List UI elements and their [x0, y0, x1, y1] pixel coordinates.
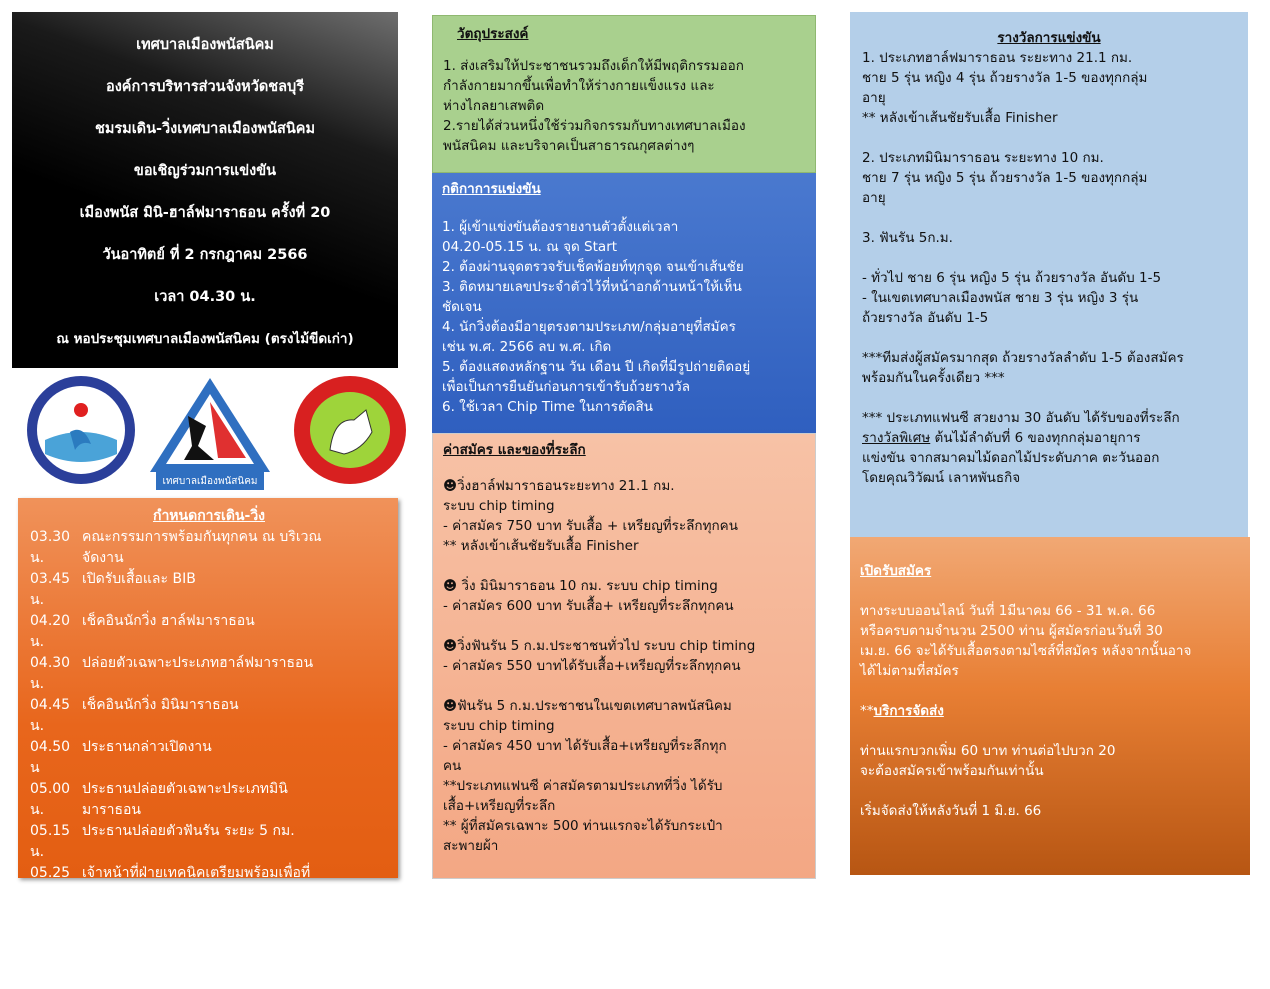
- objectives-panel: [432, 15, 816, 173]
- schedule-text: เจ้าหน้าที่ฝ่ายเทคนิคเตรียมพร้อมเพื่อที่ จะเช็คผู้แข่งขันของทุกกลุ่มอายุ: [82, 865, 311, 902]
- schedule-time: 04.20 น.: [30, 613, 71, 650]
- schedule-time: 04.30 น.: [30, 655, 71, 692]
- schedule-text: เปิดรับเสื้อและ BIB: [82, 571, 196, 587]
- pao-chonburi-logo: [25, 374, 137, 486]
- objectives-title: วัตถุประสงค์: [457, 26, 529, 42]
- schedule-time: 03.45 น.: [30, 571, 71, 608]
- schedule-list: [30, 527, 388, 989]
- registration-body: ทางระบบออนไลน์ วันที่ 1มีนาคม 66 - 31 พ.ค. 66 หรือครบตามจำนวน 2500 ท่าน ผู้สมัครก่อนวันที่ 30 เม.ย. 66 จะได้รับเสื้อตรงตามไซส์ที่สมัคร หลังจากนั้นอาจ ได้ไม่ตามที่สมัคร: [860, 603, 1192, 679]
- schedule-text: ประธานปล่อยตัวเฉพาะประเภทมินิ มาราธอน: [82, 781, 288, 818]
- header-line: ชมรมเดิน-วิ่งเทศบาลเมืองพนัสนิคม: [94, 121, 315, 137]
- schedule-text: เช็คอินนักวิ่ง มินิมาราธอน: [82, 697, 239, 713]
- event-date: วันอาทิตย์ ที่ 2 กรกฎาคม 2566: [102, 247, 308, 263]
- schedule-item: [30, 737, 388, 779]
- special-award-text: ต้นไม้ลำดับที่ 6 ของทุกกลุ่มอายุการ แข่งขัน จากสมาคมไม้ดอกไม้ประดับภาค ตะวันออก โดยคุณวิวัฒน์ เลาหพันธกิจ: [862, 430, 1160, 486]
- rules-body: 1. ผู้เข้าแข่งขันต้องรายงานตัวตั้งแต่เวลา 04.20-05.15 น. ณ จุด Start 2. ต้องผ่านจุดตรวจรับเช็คพ้อยท์ทุกจุด จนเข้าเส้นชัย 3. ติดหมายเลขประจำตัวไว้ที่หน้าอกด้านหน้าให้เห็น ชัดเจน 4. นักวิ่งต้องมีอายุตรงตามประเภท/กลุ่มอายุที่สมัคร เช่น พ.ศ. 2566 ลบ พ.ศ. เกิด 5. ต้องแสดงหลักฐาน วัน เดือน ปี เกิดที่มีรูปถ่ายติดอยู่ เพื่อเป็นการยืนยันก่อนการเข้ารับถ้วยรางวัล 6. ใช้เวลา Chip Time ในการตัดสิน: [442, 219, 751, 415]
- awards-panel: [850, 12, 1248, 537]
- event-header-panel: [12, 12, 398, 368]
- schedule-time: 05.15 น.: [30, 823, 71, 860]
- schedule-time: 04.45 น.: [30, 697, 71, 734]
- schedule-time: 05.00 น.: [30, 781, 71, 818]
- schedule-text: นักวิ่งทุกระยะทาง อันดับ 1-5 รายงานตัว: [82, 907, 255, 944]
- schedule-item: [30, 527, 388, 569]
- event-time: เวลา 04.30 น.: [154, 289, 256, 305]
- rules-panel: [432, 173, 816, 433]
- delivery-body: ท่านแรกบวกเพิ่ม 60 บาท ท่านต่อไปบวก 20 จะต้องสมัครเข้าพร้อมกันเท่านั้น เริ่มจัดส่งให้หลังวันที่ 1 มิ.ย. 66: [860, 743, 1116, 819]
- delivery-title: บริการจัดส่ง: [873, 703, 944, 719]
- schedule-text: เช็คอินนักวิ่ง ฮาล์ฟมาราธอน: [82, 613, 255, 629]
- rules-title: กติกาการแข่งขัน: [442, 181, 541, 197]
- schedule-item: [30, 905, 388, 947]
- schedule-time: 06.30 น.: [30, 949, 71, 986]
- schedule-item: [30, 653, 388, 695]
- schedule-time: 06.00 น.: [30, 907, 71, 944]
- schedule-text: ประธานปล่อยตัวฟันรัน ระยะ 5 กม.: [82, 823, 295, 839]
- schedule-item: [30, 947, 388, 989]
- schedule-time: 04.50 น: [30, 739, 71, 776]
- event-venue: ณ หอประชุมเทศบาลเมืองพนัสนิคม (ตรงไม้ขีดเก่า): [56, 331, 354, 347]
- phanat-nikhom-logo: [292, 374, 408, 486]
- schedule-item: [30, 863, 388, 905]
- awards-body: 1. ประเภทฮาล์ฟมาราธอน ระยะทาง 21.1 กม. ชาย 5 รุ่น หญิง 4 รุ่น ถ้วยรางวัล 1-5 ของทุกกลุ่ม อายุ ** หลังเข้าเส้นชัยรับเสื้อ Finisher 2. ประเภทมินิมาราธอน ระยะทาง 10 กม. ชาย 7 รุ่น หญิง 5 รุ่น ถ้วยรางวัล 1-5 ของทุกกลุ่ม อายุ 3. ฟันรัน 5ก.ม. - ทั่วไป ชาย 6 รุ่น หญิง 5 รุ่น ถ้วยรางวัล อันดับ 1-5 - ในเขตเทศบาลเมืองพนัส ชาย 3 รุ่น หญิง 3 รุ่น ถ้วยรางวัล อันดับ 1-5 ***ทีมส่งผู้สมัครมากสุด ถ้วยรางวัลลำดับ 1-5 ต้องสมัคร พร้อมกันในครั้งเดียว *** *** ประเภทแฟนซี สวยงาม 30 อันดับ ได้รับของที่ระลึก: [862, 50, 1184, 426]
- fees-title: ค่าสมัคร และของที่ระลึก: [443, 442, 586, 458]
- fees-body: ☻วิ่งฮาล์ฟมาราธอนระยะทาง 21.1 กม. ระบบ chip timing - ค่าสมัคร 750 บาท รับเสื้อ + เหรียญที่ระลึกทุกคน ** หลังเข้าเส้นชัยรับเสื้อ Finisher ☻ วิ่ง มินิมาราธอน 10 กม. ระบบ chip timing - ค่าสมัคร 600 บาท รับเสื้อ+ เหรียญที่ระลึกทุกคน ☻วิ่งฟันรัน 5 ก.ม.ประชาชนทั่วไป ระบบ chip timing - ค่าสมัคร 550 บาทได้รับเสื้อ+เหรียญที่ระลึกทุกคน ☻ฟันรัน 5 ก.ม.ประชาชนในเขตเทศบาลพนัสนิคม ระบบ chip timing - ค่าสมัคร 450 บาท ได้รับเสื้อ+เหรียญที่ระลึกทุก คน **ประเภทแฟนซี ค่าสมัครตามประเภทที่วิ่ง ได้รับ เสื้อ+เหรียญที่ระลึก ** ผู้ที่สมัครเฉพาะ 500 ท่านแรกจะได้รับกระเป๋า สะพายผ้า: [443, 478, 756, 854]
- event-title: เมืองพนัส มินิ-ฮาล์ฟมาราธอน ครั้งที่ 20: [79, 205, 331, 221]
- schedule-text: ประธานกล่าวเปิดงาน: [82, 739, 212, 755]
- logo-text: เทศบาลเมืองพนัสนิคม: [162, 476, 258, 487]
- header-line: เทศบาลเมืองพนัสนิคม: [136, 37, 274, 53]
- schedule-time: 05.25 น.: [30, 865, 71, 902]
- delivery-heading: [860, 701, 1240, 721]
- schedule-title: กำหนดการเดิน-วิ่ง: [152, 508, 266, 524]
- fees-panel: [432, 433, 816, 879]
- special-award-label: รางวัลพิเศษ: [862, 430, 931, 446]
- header-line: ขอเชิญร่วมการแข่งขัน: [133, 163, 277, 179]
- running-club-logo: [148, 376, 272, 492]
- schedule-item: [30, 611, 388, 653]
- special-award: [862, 428, 1236, 488]
- header-line: องค์การบริหารส่วนจังหวัดชลบุรี: [106, 79, 304, 95]
- schedule-item: [30, 821, 388, 863]
- registration-panel: [850, 537, 1250, 875]
- awards-title: รางวัลการแข่งขัน: [997, 30, 1101, 46]
- registration-title: เปิดรับสมัคร: [860, 563, 932, 579]
- delivery-prefix: **: [860, 703, 874, 719]
- objectives-body: 1. ส่งเสริมให้ประชาชนรวมถึงเด็กให้มีพฤติกรรมออก กำลังกายมากขึ้นเพื่อทำให้ร่างกายแข็งแรง และ ห่างไกลยาเสพติด 2.รายได้ส่วนหนึ่งใช้ร่วมกิจกรรมกับทางเทศบาลเมือง พนัสนิคม และบริจาคเป็นสาธารณกุศลต่างๆ: [443, 58, 746, 154]
- schedule-text: เริ่มพิธีมอบถ้วยรางวัล มอบของรางวัล และปิดการแข่งขัน: [82, 949, 306, 986]
- schedule-item: [30, 569, 388, 611]
- schedule-item: [30, 779, 388, 821]
- schedule-panel: [18, 498, 398, 986]
- schedule-time: 03.30 น.: [30, 529, 71, 566]
- schedule-item: [30, 695, 388, 737]
- schedule-text: คณะกรรมการพร้อมกันทุกคน ณ บริเวณ จัดงาน: [82, 529, 322, 566]
- schedule-text: ปล่อยตัวเฉพาะประเภทฮาล์ฟมาราธอน: [82, 655, 314, 671]
